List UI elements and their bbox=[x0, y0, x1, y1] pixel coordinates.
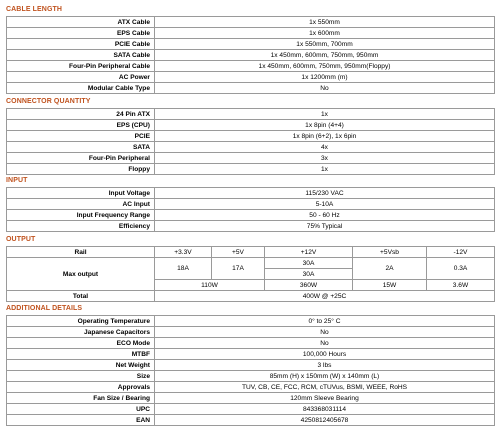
row-label: Input Voltage bbox=[7, 188, 155, 199]
table-row bbox=[7, 338, 495, 349]
total-label: Total bbox=[7, 291, 155, 302]
table-row bbox=[7, 72, 495, 83]
row-label: SATA bbox=[7, 142, 155, 153]
row-label: MTBF bbox=[7, 349, 155, 360]
row-value: 1x 450mm, 600mm, 750mm, 950mm(Floppy) bbox=[155, 61, 495, 72]
table-row bbox=[7, 316, 495, 327]
cable-length-table bbox=[6, 16, 495, 94]
amps-v5: 17A bbox=[212, 258, 265, 280]
row-label: Four-Pin Peripheral Cable bbox=[7, 61, 155, 72]
row-label: Four-Pin Peripheral bbox=[7, 153, 155, 164]
row-label: Approvals bbox=[7, 382, 155, 393]
row-value: 3x bbox=[155, 153, 495, 164]
table-row bbox=[7, 83, 495, 94]
row-label: Floppy bbox=[7, 164, 155, 175]
connector-quantity-table bbox=[6, 108, 495, 175]
table-row bbox=[7, 371, 495, 382]
row-value: No bbox=[155, 327, 495, 338]
table-row bbox=[7, 221, 495, 232]
additional-details-table bbox=[6, 315, 495, 426]
row-label: ECO Mode bbox=[7, 338, 155, 349]
row-label: Japanese Capacitors bbox=[7, 327, 155, 338]
row-value: 1x 550mm bbox=[155, 17, 495, 28]
rail-v5sb: +5Vsb bbox=[353, 247, 427, 258]
row-label: Fan Size / Bearing bbox=[7, 393, 155, 404]
row-value: No bbox=[155, 83, 495, 94]
row-value: 115/230 VAC bbox=[155, 188, 495, 199]
rail-label: Rail bbox=[7, 247, 155, 258]
row-value: 843368031114 bbox=[155, 404, 495, 415]
row-value: 120mm Sleeve Bearing bbox=[155, 393, 495, 404]
rail-v12: +12V bbox=[265, 247, 353, 258]
row-value: 75% Typical bbox=[155, 221, 495, 232]
table-row bbox=[7, 382, 495, 393]
rail-row bbox=[7, 247, 495, 258]
row-value: 85mm (H) x 150mm (W) x 140mm (L) bbox=[155, 371, 495, 382]
table-row bbox=[7, 393, 495, 404]
row-value: 5-10A bbox=[155, 199, 495, 210]
row-label: Operating Temperature bbox=[7, 316, 155, 327]
section-title-output: OUTPUT bbox=[6, 236, 36, 243]
max-output-row bbox=[7, 258, 495, 269]
amps-v12-a: 30A bbox=[265, 258, 353, 269]
section-title-additional-details: ADDITIONAL DETAILS bbox=[6, 305, 83, 312]
table-row bbox=[7, 415, 495, 426]
row-value: 100,000 Hours bbox=[155, 349, 495, 360]
amps-v5sb: 2A bbox=[353, 258, 427, 280]
row-label: Net Weight bbox=[7, 360, 155, 371]
row-label: PCIE Cable bbox=[7, 39, 155, 50]
watts-v33-v5: 110W bbox=[155, 280, 265, 291]
row-label: Input Frequency Range bbox=[7, 210, 155, 221]
table-row bbox=[7, 404, 495, 415]
table-row bbox=[7, 360, 495, 371]
rail-v5: +5V bbox=[212, 247, 265, 258]
table-row bbox=[7, 142, 495, 153]
row-value: TUV, CB, CE, FCC, RCM, cTUVus, BSMI, WEEE, RoHS bbox=[155, 382, 495, 393]
table-row bbox=[7, 327, 495, 338]
table-row bbox=[7, 164, 495, 175]
table-row bbox=[7, 188, 495, 199]
rail-vm12: -12V bbox=[427, 247, 495, 258]
row-value: 1x 550mm, 700mm bbox=[155, 39, 495, 50]
table-row bbox=[7, 199, 495, 210]
rail-v33: +3.3V bbox=[155, 247, 212, 258]
row-label: Efficiency bbox=[7, 221, 155, 232]
watts-v5sb: 15W bbox=[353, 280, 427, 291]
row-label: UPC bbox=[7, 404, 155, 415]
row-value: 1x 450mm, 600mm, 750mm, 950mm bbox=[155, 50, 495, 61]
row-label: EAN bbox=[7, 415, 155, 426]
row-label: PCIE bbox=[7, 131, 155, 142]
row-label: AC Power bbox=[7, 72, 155, 83]
amps-v33: 18A bbox=[155, 258, 212, 280]
watts-v12: 360W bbox=[265, 280, 353, 291]
watts-vm12: 3.6W bbox=[427, 280, 495, 291]
total-value: 400W @ +25C bbox=[155, 291, 495, 302]
row-label: EPS Cable bbox=[7, 28, 155, 39]
row-label: EPS (CPU) bbox=[7, 120, 155, 131]
table-row bbox=[7, 131, 495, 142]
section-title-connector-quantity: CONNECTOR QUANTITY bbox=[6, 98, 91, 105]
table-row bbox=[7, 17, 495, 28]
row-label: Modular Cable Type bbox=[7, 83, 155, 94]
section-title-cable-length: CABLE LENGTH bbox=[6, 6, 63, 13]
row-value: 1x bbox=[155, 109, 495, 120]
max-output-label: Max output bbox=[7, 258, 155, 291]
row-value: 1x 8pin (4+4) bbox=[155, 120, 495, 131]
amps-v12-b: 30A bbox=[265, 269, 353, 280]
section-title-input: INPUT bbox=[6, 177, 28, 184]
row-value: 4x bbox=[155, 142, 495, 153]
table-row bbox=[7, 109, 495, 120]
row-value: 1x 600mm bbox=[155, 28, 495, 39]
row-value: 50 - 60 Hz bbox=[155, 210, 495, 221]
input-table bbox=[6, 187, 495, 232]
table-row bbox=[7, 349, 495, 360]
row-value: No bbox=[155, 338, 495, 349]
output-table bbox=[6, 246, 495, 302]
table-row bbox=[7, 153, 495, 164]
row-label: 24 Pin ATX bbox=[7, 109, 155, 120]
row-value: 3 lbs bbox=[155, 360, 495, 371]
row-value: 1x 8pin (6+2), 1x 6pin bbox=[155, 131, 495, 142]
total-row bbox=[7, 291, 495, 302]
amps-vm12: 0.3A bbox=[427, 258, 495, 280]
table-row bbox=[7, 120, 495, 131]
row-value: 4250812405678 bbox=[155, 415, 495, 426]
row-label: Size bbox=[7, 371, 155, 382]
row-label: SATA Cable bbox=[7, 50, 155, 61]
table-row bbox=[7, 210, 495, 221]
row-value: 1x 1200mm (m) bbox=[155, 72, 495, 83]
table-row bbox=[7, 50, 495, 61]
row-label: ATX Cable bbox=[7, 17, 155, 28]
table-row bbox=[7, 28, 495, 39]
table-row bbox=[7, 61, 495, 72]
row-label: AC Input bbox=[7, 199, 155, 210]
row-value: 1x bbox=[155, 164, 495, 175]
table-row bbox=[7, 39, 495, 50]
row-value: 0° to 25° C bbox=[155, 316, 495, 327]
